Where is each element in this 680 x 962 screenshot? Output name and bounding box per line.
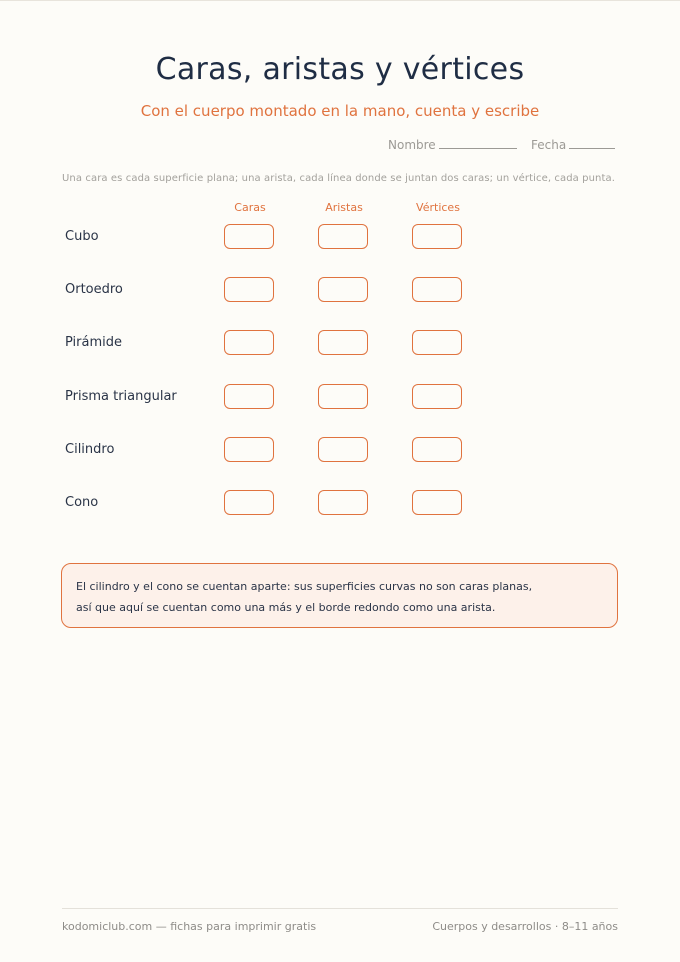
name-field[interactable] (388, 138, 517, 152)
row-label: Cono (65, 495, 99, 510)
date-line[interactable] (569, 138, 615, 149)
answer-box-vertices[interactable] (412, 384, 462, 409)
answer-box-caras[interactable] (224, 384, 274, 409)
column-header-caras: Caras (234, 201, 266, 214)
page-subtitle: Con el cuerpo montado en la mano, cuenta y escribe (140, 102, 540, 120)
name-line[interactable] (439, 138, 517, 149)
answer-box-aristas[interactable] (318, 224, 368, 249)
footer-right: Cuerpos y desarrollos · 8–11 años (432, 920, 618, 933)
answer-box-caras[interactable] (224, 490, 274, 515)
answer-box-aristas[interactable] (318, 277, 368, 302)
answer-box-caras[interactable] (224, 277, 274, 302)
answer-box-vertices[interactable] (412, 330, 462, 355)
answer-box-aristas[interactable] (318, 437, 368, 462)
column-header-aristas: Aristas (325, 201, 363, 214)
instructions: Una cara es cada superficie plana; una arista, cada línea donde se juntan dos caras; un vértice, cada punta. (62, 173, 616, 184)
answer-box-vertices[interactable] (412, 224, 462, 249)
answer-box-aristas[interactable] (318, 330, 368, 355)
footer-left: kodomiclub.com — fichas para imprimir gratis (62, 920, 317, 933)
footer-divider (62, 908, 618, 909)
top-border (0, 0, 680, 1)
date-field[interactable] (531, 138, 615, 152)
answer-box-caras[interactable] (224, 330, 274, 355)
answer-box-caras[interactable] (224, 437, 274, 462)
answer-box-vertices[interactable] (412, 437, 462, 462)
note-box (61, 563, 618, 628)
row-label: Ortoedro (65, 282, 123, 298)
answer-box-caras[interactable] (224, 224, 274, 249)
row-label: Prisma triangular (65, 388, 177, 404)
column-header-vertices: Vértices (416, 201, 460, 214)
note-line-2: así que aquí se cuentan como una más y el borde redondo como una arista. (76, 601, 496, 614)
row-label: Cilindro (65, 441, 115, 457)
answer-box-aristas[interactable] (318, 384, 368, 409)
answer-box-aristas[interactable] (318, 490, 368, 515)
answer-box-vertices[interactable] (412, 490, 462, 515)
row-label: Pirámide (65, 335, 123, 351)
page-title: Caras, aristas y vértices (155, 52, 525, 87)
note-line-1: El cilindro y el cono se cuentan aparte: sus superficies curvas no son caras planas, (76, 580, 533, 593)
answer-box-vertices[interactable] (412, 277, 462, 302)
date-label: Fecha (531, 138, 567, 152)
name-label: Nombre (388, 138, 436, 152)
row-label: Cubo (65, 229, 99, 244)
